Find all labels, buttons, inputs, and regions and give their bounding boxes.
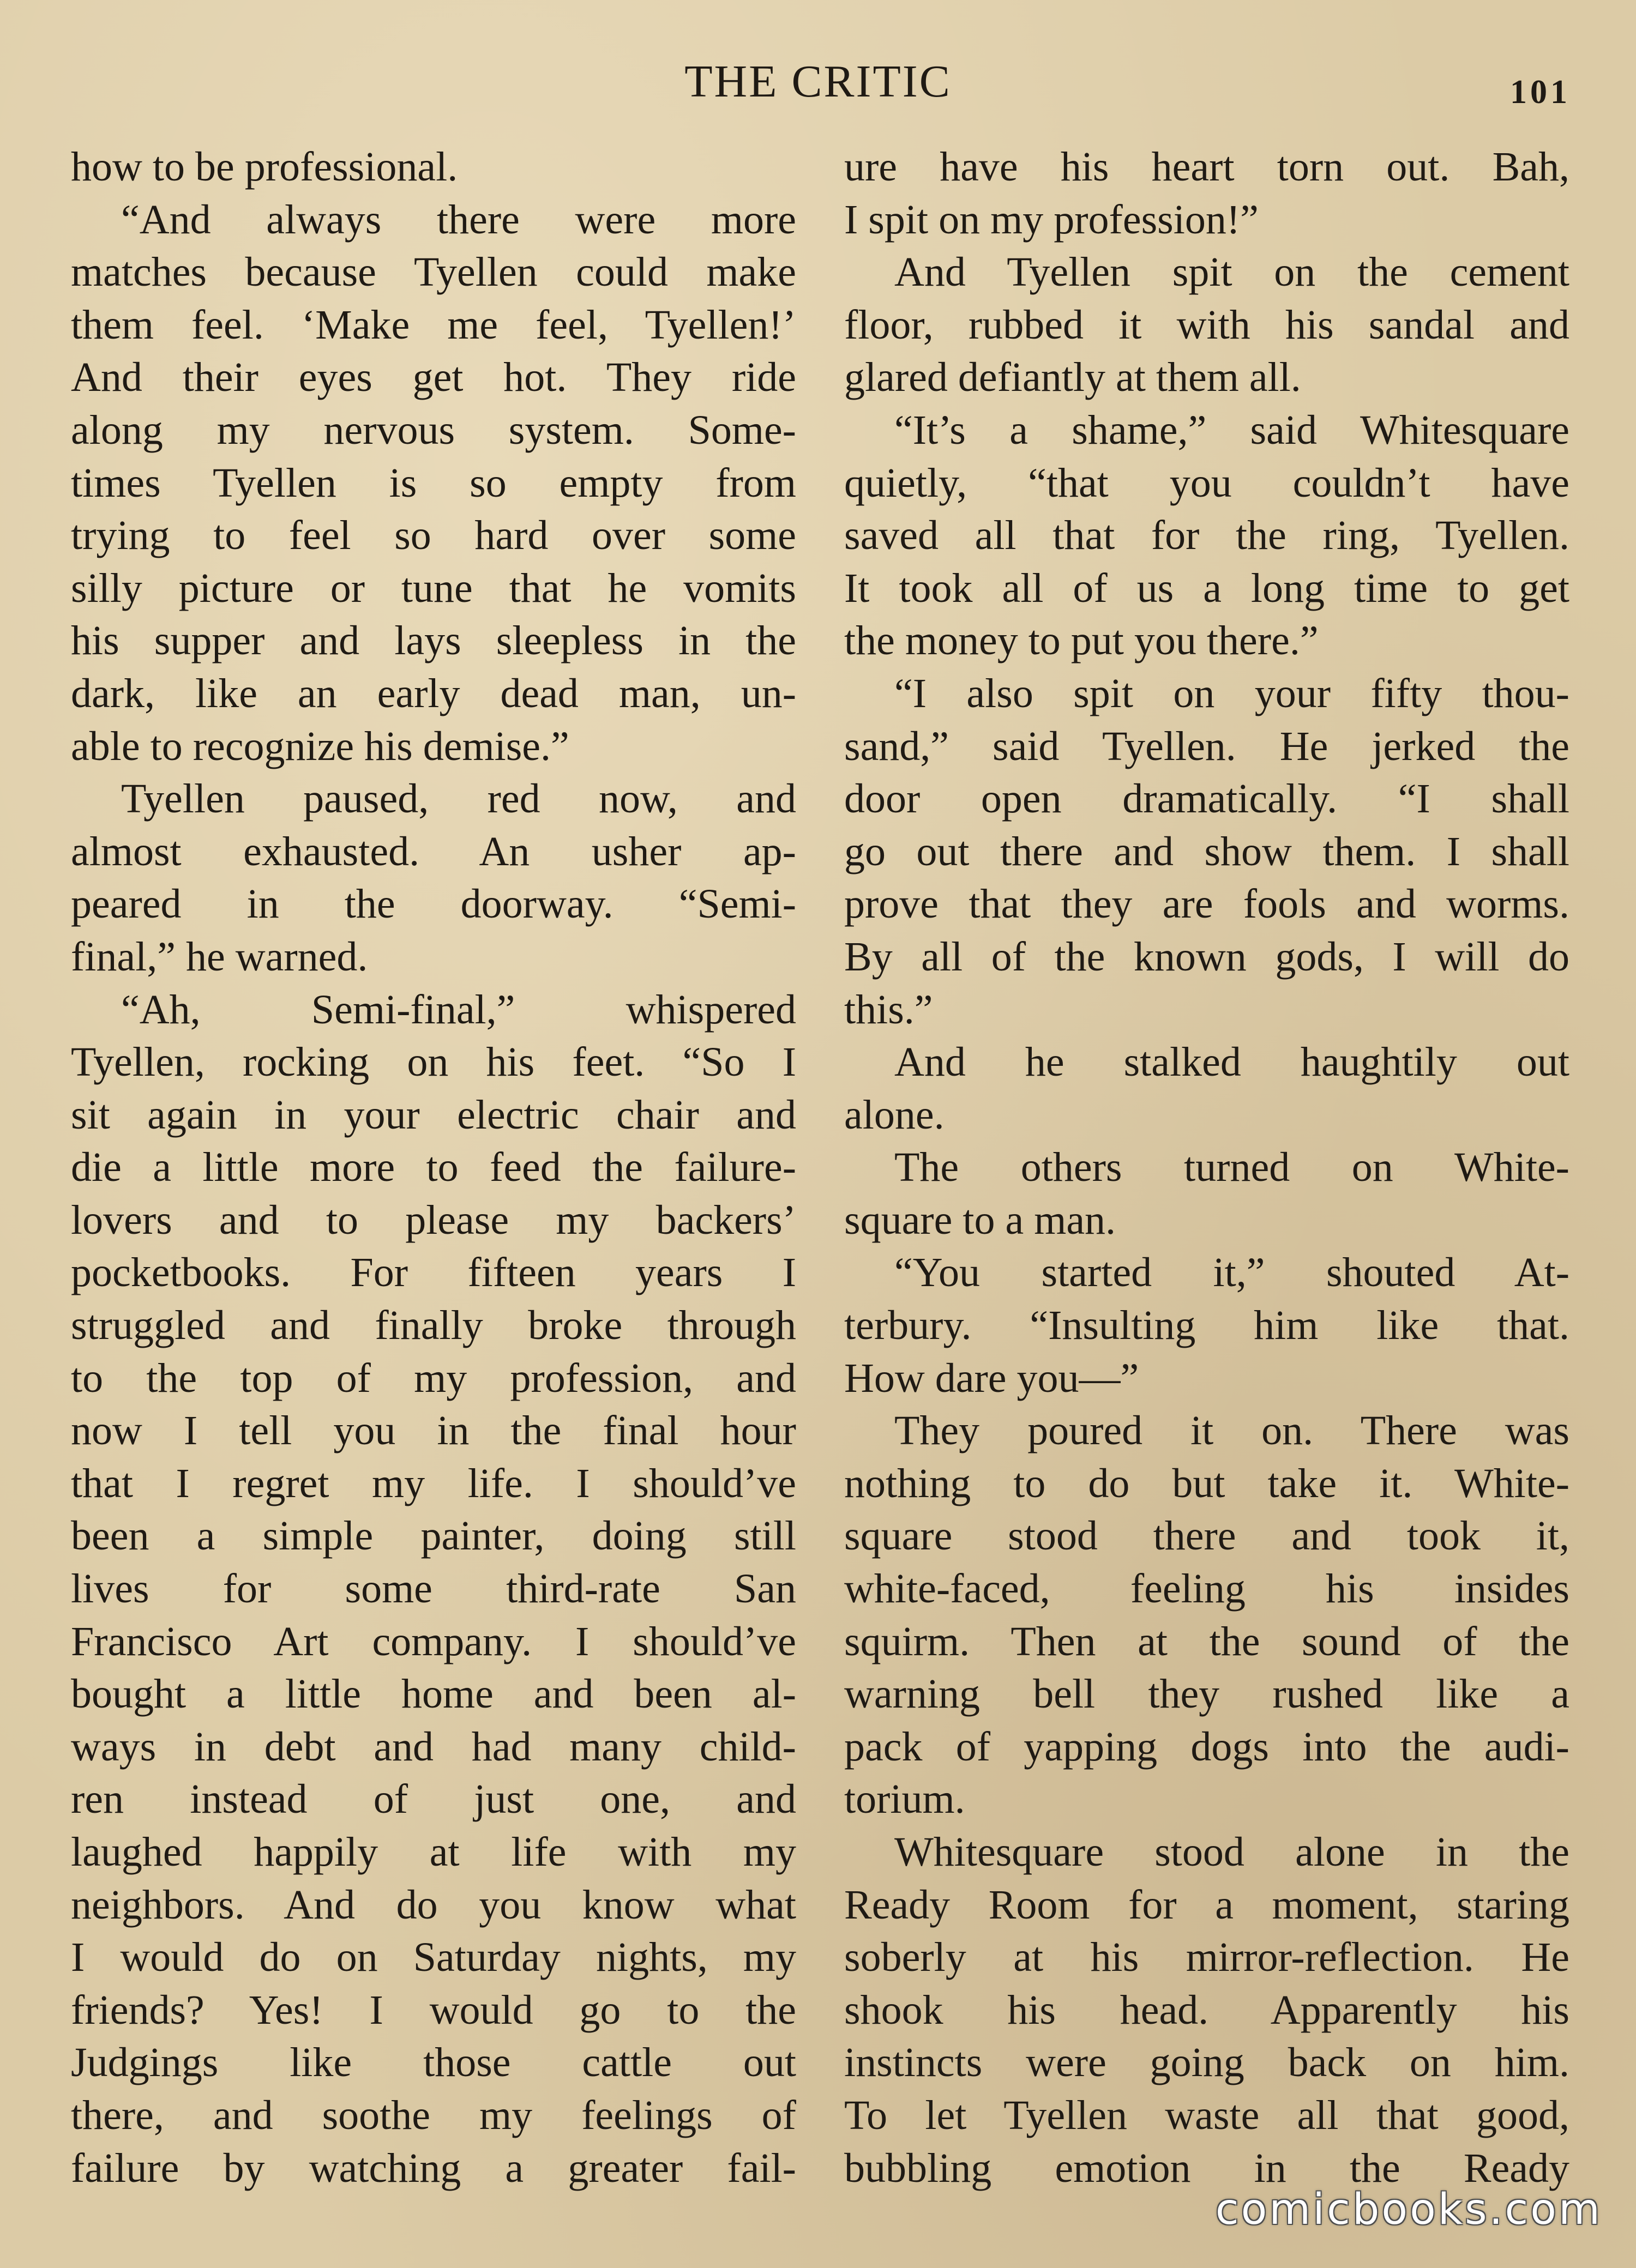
right-column-line: squirm. Then at the sound of the	[844, 1618, 1569, 1664]
left-column-line: Judgings like those cattle out	[71, 2040, 796, 2086]
left-column-line: failure by watching a greater fail-	[71, 2145, 796, 2191]
right-column-line: The others turned on White-	[894, 1144, 1569, 1191]
left-column-line: sit again in your electric chair and	[71, 1091, 796, 1138]
right-column-line: nothing to do but take it. White-	[844, 1460, 1569, 1506]
right-column-line: To let Tyellen waste all that good,	[844, 2092, 1569, 2138]
right-column-line: Whitesquare stood alone in the	[894, 1829, 1569, 1875]
left-column-line: Francisco Art company. I should’ve	[71, 1618, 796, 1664]
left-column-line: “And always there were more	[121, 196, 796, 243]
right-column-line: I spit on my profession!”	[844, 196, 1259, 243]
right-column-line: square stood there and took it,	[844, 1513, 1569, 1559]
left-column-line: pocketbooks. For fifteen years I	[71, 1250, 796, 1296]
left-column-line: matches because Tyellen could make	[71, 249, 796, 295]
right-column-line: saved all that for the ring, Tyellen.	[844, 512, 1569, 559]
left-column-line: times Tyellen is so empty from	[71, 460, 796, 506]
right-column-line: It took all of us a long time to get	[844, 565, 1569, 611]
right-column-line: shook his head. Apparently his	[844, 1987, 1569, 2033]
left-column-line: there, and soothe my feelings of	[71, 2092, 796, 2138]
right-column-line: white-faced, feeling his insides	[844, 1566, 1569, 1612]
right-column-line: square to a man.	[844, 1197, 1116, 1243]
left-column-line: almost exhausted. An usher ap-	[71, 828, 796, 874]
left-column-line: lives for some third-rate San	[71, 1566, 796, 1612]
right-column-line: instincts were going back on him.	[844, 2040, 1569, 2086]
left-column-line: his supper and lays sleepless in the	[71, 618, 796, 664]
left-column-line: die a little more to feed the failure-	[71, 1144, 796, 1191]
left-column-line: ren instead of just one, and	[71, 1776, 796, 1823]
left-column-line: And their eyes get hot. They ride	[71, 354, 796, 401]
right-column-line: the money to put you there.”	[844, 618, 1319, 664]
right-column-line: How dare you—”	[844, 1355, 1139, 1401]
left-column-line: ways in debt and had many child-	[71, 1723, 796, 1770]
left-column-line: lovers and to please my backers’	[71, 1197, 796, 1243]
left-column-line: now I tell you in the final hour	[71, 1408, 796, 1454]
left-column-line: how to be professional.	[71, 144, 458, 190]
right-column-line: soberly at his mirror-reflection. He	[844, 1934, 1569, 1981]
right-column-line: By all of the known gods, I will do	[844, 933, 1569, 980]
right-column-line: this.”	[844, 986, 933, 1033]
left-column-line: I would do on Saturday nights, my	[71, 1934, 796, 1981]
right-column-line: They poured it on. There was	[894, 1408, 1569, 1454]
right-column-line: pack of yapping dogs into the audi-	[844, 1723, 1569, 1770]
left-column-line: to the top of my profession, and	[71, 1355, 796, 1401]
left-column-line: dark, like an early dead man, un-	[71, 670, 796, 716]
right-column-line: bubbling emotion in the Ready	[844, 2145, 1569, 2191]
right-column-line: terbury. “Insulting him like that.	[844, 1302, 1569, 1349]
right-column-line: go out there and show them. I shall	[844, 828, 1569, 874]
right-column-line: And Tyellen spit on the cement	[894, 249, 1569, 295]
right-column-line: ure have his heart torn out. Bah,	[844, 144, 1569, 190]
left-column-line: Tyellen paused, red now, and	[121, 776, 796, 822]
right-column-line: “It’s a shame,” said Whitesquare	[894, 407, 1569, 453]
left-column-line: along my nervous system. Some-	[71, 407, 796, 453]
left-column-line: trying to feel so hard over some	[71, 512, 796, 559]
right-column-line: sand,” said Tyellen. He jerked the	[844, 723, 1569, 769]
running-title: THE CRITIC	[684, 56, 952, 107]
right-column-line: floor, rubbed it with his sandal and	[844, 301, 1569, 348]
right-column-line: Ready Room for a moment, staring	[844, 1881, 1569, 1928]
right-column-line: alone.	[844, 1091, 945, 1138]
left-column-line: Tyellen, rocking on his feet. “So I	[71, 1039, 796, 1085]
left-column-line: final,” he warned.	[71, 933, 368, 980]
left-column-line: friends? Yes! I would go to the	[71, 1987, 796, 2033]
left-column-line: able to recognize his demise.”	[71, 723, 569, 769]
left-column-line: “Ah, Semi-final,” whispered	[121, 986, 796, 1033]
left-column	[71, 141, 796, 2194]
left-column-line: laughed happily at life with my	[71, 1829, 796, 1875]
left-column-line: them feel. ‘Make me feel, Tyellen!’	[71, 301, 796, 348]
page-number: 101	[1510, 74, 1571, 111]
left-column-line: been a simple painter, doing still	[71, 1513, 796, 1559]
right-column-line: And he stalked haughtily out	[894, 1039, 1569, 1085]
right-column-line: “I also spit on your fifty thou-	[894, 670, 1569, 716]
right-column-line: door open dramatically. “I shall	[844, 776, 1569, 822]
left-column-line: silly picture or tune that he vomits	[71, 565, 796, 611]
left-column-line: bought a little home and been al-	[71, 1671, 796, 1717]
right-column-line: torium.	[844, 1776, 965, 1823]
left-column-line: peared in the doorway. “Semi-	[71, 881, 796, 927]
right-column-line: prove that they are fools and worms.	[844, 881, 1569, 927]
watermark-logo: comicbooks.com	[1215, 2185, 1602, 2234]
left-column-line: neighbors. And do you know what	[71, 1881, 796, 1928]
right-column-line: “You started it,” shouted At-	[894, 1250, 1569, 1296]
right-column	[844, 141, 1569, 2194]
right-column-line: glared defiantly at them all.	[844, 354, 1301, 401]
right-column-line: warning bell they rushed like a	[844, 1671, 1569, 1717]
left-column-line: that I regret my life. I should’ve	[71, 1460, 796, 1506]
left-column-line: struggled and finally broke through	[71, 1302, 796, 1349]
right-column-line: quietly, “that you couldn’t have	[844, 460, 1569, 506]
